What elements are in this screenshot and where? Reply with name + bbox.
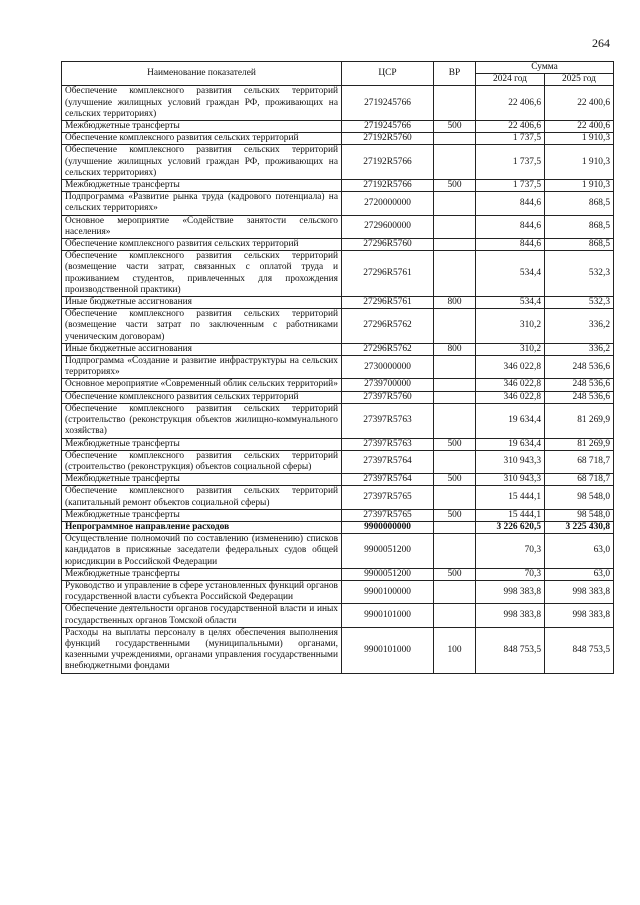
row-code: 2719245766 — [342, 121, 434, 133]
row-amount-2024: 848 753,5 — [476, 627, 545, 673]
row-name: Основное мероприятие «Содействие занятости сельского населения» — [62, 215, 342, 238]
row-name: Межбюджетные трансферты — [62, 438, 342, 450]
row-vr — [434, 251, 476, 297]
row-name: Основное мероприятие «Современный облик сельских территорий» — [62, 379, 342, 391]
row-name: Межбюджетные трансферты — [62, 474, 342, 486]
table-row — [62, 509, 614, 521]
row-amount-2024: 310 943,3 — [476, 450, 545, 473]
row-vr: 800 — [434, 343, 476, 355]
row-code: 2730000000 — [342, 356, 434, 379]
row-vr — [434, 86, 476, 121]
row-amount-2025: 848 753,5 — [545, 627, 614, 673]
table-row — [62, 239, 614, 251]
row-vr — [434, 604, 476, 627]
table-row — [62, 627, 614, 673]
row-amount-2024: 22 406,6 — [476, 86, 545, 121]
row-amount-2025: 22 400,6 — [545, 86, 614, 121]
table-row — [62, 251, 614, 297]
row-amount-2024: 310,2 — [476, 309, 545, 344]
row-code: 2719245766 — [342, 86, 434, 121]
table-row — [62, 309, 614, 344]
row-amount-2024: 346 022,8 — [476, 356, 545, 379]
row-amount-2025: 248 536,6 — [545, 356, 614, 379]
row-amount-2025: 81 269,9 — [545, 438, 614, 450]
row-name: Межбюджетные трансферты — [62, 180, 342, 192]
row-name: Межбюджетные трансферты — [62, 121, 342, 133]
budget-table — [61, 61, 614, 674]
row-vr — [434, 145, 476, 180]
row-name: Непрограммное направление расходов — [62, 521, 342, 533]
row-code: 27296R5761 — [342, 297, 434, 309]
table-row — [62, 133, 614, 145]
row-amount-2025: 68 718,7 — [545, 474, 614, 486]
row-amount-2024: 15 444,1 — [476, 486, 545, 509]
row-name: Обеспечение комплексного развития сельских территорий (улучшение жилищных условий граждан РФ, проживающих на сельских территориях) — [62, 86, 342, 121]
row-amount-2025: 3 225 430,8 — [545, 521, 614, 533]
row-vr: 100 — [434, 627, 476, 673]
row-amount-2024: 998 383,8 — [476, 604, 545, 627]
row-code: 9900101000 — [342, 627, 434, 673]
row-name: Обеспечение комплексного развития сельских территорий (возмещение части затрат по заключенным с работниками ученическим договорам) — [62, 309, 342, 344]
row-code: 9900000000 — [342, 521, 434, 533]
row-code: 27192R5760 — [342, 133, 434, 145]
row-name: Иные бюджетные ассигнования — [62, 297, 342, 309]
row-amount-2025: 868,5 — [545, 239, 614, 251]
row-code: 27397R5763 — [342, 438, 434, 450]
row-code: 2729600000 — [342, 215, 434, 238]
table-body — [62, 86, 614, 673]
table-row — [62, 450, 614, 473]
row-code: 9900101000 — [342, 604, 434, 627]
row-vr: 500 — [434, 438, 476, 450]
row-name: Обеспечение комплексного развития сельских территорий — [62, 239, 342, 251]
row-name: Расходы на выплаты персоналу в целях обеспечения выполнения функций государственными (муниципальными) органами, казенными учреждениями, органами управления государственными внебюджетными фондами — [62, 627, 342, 673]
row-amount-2025: 868,5 — [545, 215, 614, 238]
row-name: Обеспечение комплексного развития сельских территорий (строительство (реконструкция) объектов социальной сферы) — [62, 450, 342, 473]
header-sum: Сумма — [476, 62, 614, 74]
row-vr: 500 — [434, 180, 476, 192]
row-name: Подпрограмма «Развитие рынка труда (кадрового потенциала) на сельских территориях» — [62, 192, 342, 215]
row-amount-2024: 844,6 — [476, 215, 545, 238]
row-vr: 500 — [434, 509, 476, 521]
row-code: 9900100000 — [342, 580, 434, 603]
row-name: Обеспечение комплексного развития сельских территорий — [62, 391, 342, 403]
row-vr — [434, 391, 476, 403]
header-year-2024: 2024 год — [476, 74, 545, 86]
row-vr: 500 — [434, 568, 476, 580]
table-row — [62, 391, 614, 403]
row-vr — [434, 580, 476, 603]
table-row — [62, 604, 614, 627]
table-row — [62, 356, 614, 379]
row-amount-2024: 70,3 — [476, 534, 545, 569]
row-amount-2024: 346 022,8 — [476, 379, 545, 391]
row-amount-2024: 998 383,8 — [476, 580, 545, 603]
row-amount-2024: 19 634,4 — [476, 403, 545, 438]
row-code: 2739700000 — [342, 379, 434, 391]
row-amount-2024: 1 737,5 — [476, 145, 545, 180]
row-code: 27192R5766 — [342, 145, 434, 180]
row-vr — [434, 379, 476, 391]
row-amount-2025: 1 910,3 — [545, 133, 614, 145]
table-row — [62, 568, 614, 580]
row-vr — [434, 403, 476, 438]
row-code: 27296R5762 — [342, 309, 434, 344]
row-name: Межбюджетные трансферты — [62, 568, 342, 580]
row-code: 27192R5766 — [342, 180, 434, 192]
row-name: Обеспечение комплексного развития сельских территорий (улучшение жилищных условий граждан РФ, проживающих на сельских территориях) — [62, 145, 342, 180]
row-vr: 500 — [434, 121, 476, 133]
row-amount-2024: 844,6 — [476, 239, 545, 251]
row-vr — [434, 309, 476, 344]
row-code: 27296R5760 — [342, 239, 434, 251]
row-name: Подпрограмма «Создание и развитие инфраструктуры на сельских территориях» — [62, 356, 342, 379]
row-vr — [434, 133, 476, 145]
row-code: 9900051200 — [342, 568, 434, 580]
header-code: ЦСР — [342, 62, 434, 86]
row-amount-2025: 336,2 — [545, 309, 614, 344]
row-amount-2025: 998 383,8 — [545, 580, 614, 603]
row-vr — [434, 215, 476, 238]
row-code: 27397R5764 — [342, 450, 434, 473]
table-row — [62, 403, 614, 438]
row-vr — [434, 356, 476, 379]
row-vr — [434, 450, 476, 473]
table-row — [62, 86, 614, 121]
row-amount-2025: 248 536,6 — [545, 379, 614, 391]
row-amount-2025: 1 910,3 — [545, 180, 614, 192]
table-row — [62, 192, 614, 215]
row-amount-2025: 998 383,8 — [545, 604, 614, 627]
table-row — [62, 343, 614, 355]
row-vr — [434, 521, 476, 533]
row-amount-2025: 868,5 — [545, 192, 614, 215]
row-vr: 800 — [434, 297, 476, 309]
row-name: Обеспечение комплексного развития сельских территорий (возмещение части затрат, связанных с оплатой труда и проживанием студентов, привлеченных для прохождения производственной практики) — [62, 251, 342, 297]
row-amount-2024: 1 737,5 — [476, 180, 545, 192]
row-name: Обеспечение комплексного развития сельских территорий (строительство (реконструкция объектов жилищно-коммунального хозяйства) — [62, 403, 342, 438]
row-vr — [434, 239, 476, 251]
row-amount-2025: 81 269,9 — [545, 403, 614, 438]
row-amount-2024: 844,6 — [476, 192, 545, 215]
row-amount-2025: 22 400,6 — [545, 121, 614, 133]
row-amount-2024: 3 226 620,5 — [476, 521, 545, 533]
row-code: 27397R5760 — [342, 391, 434, 403]
row-amount-2024: 310 943,3 — [476, 474, 545, 486]
row-amount-2025: 1 910,3 — [545, 145, 614, 180]
row-code: 9900051200 — [342, 534, 434, 569]
row-amount-2025: 68 718,7 — [545, 450, 614, 473]
table-row — [62, 521, 614, 533]
row-name: Обеспечение комплексного развития сельских территорий (капитальный ремонт объектов социальной сферы) — [62, 486, 342, 509]
table-row — [62, 474, 614, 486]
row-amount-2024: 70,3 — [476, 568, 545, 580]
header-year-2025: 2025 год — [545, 74, 614, 86]
row-vr — [434, 534, 476, 569]
row-code: 2720000000 — [342, 192, 434, 215]
row-amount-2025: 532,3 — [545, 297, 614, 309]
row-amount-2025: 532,3 — [545, 251, 614, 297]
row-amount-2024: 22 406,6 — [476, 121, 545, 133]
table-row — [62, 580, 614, 603]
row-name: Обеспечение деятельности органов государственной власти и иных государственных органов Томской области — [62, 604, 342, 627]
row-vr — [434, 486, 476, 509]
row-vr: 500 — [434, 474, 476, 486]
row-code: 27397R5765 — [342, 486, 434, 509]
row-amount-2024: 310,2 — [476, 343, 545, 355]
row-amount-2024: 1 737,5 — [476, 133, 545, 145]
table-header — [62, 62, 614, 86]
table-row — [62, 121, 614, 133]
row-name: Иные бюджетные ассигнования — [62, 343, 342, 355]
row-amount-2025: 336,2 — [545, 343, 614, 355]
row-amount-2024: 346 022,8 — [476, 391, 545, 403]
row-amount-2025: 63,0 — [545, 534, 614, 569]
page-number: 264 — [592, 36, 610, 50]
row-amount-2025: 98 548,0 — [545, 509, 614, 521]
table-row — [62, 379, 614, 391]
row-name: Руководство и управление в сфере установленных функций органов государственной власти субъекта Российской Федерации — [62, 580, 342, 603]
row-amount-2025: 63,0 — [545, 568, 614, 580]
row-amount-2024: 19 634,4 — [476, 438, 545, 450]
table-row — [62, 534, 614, 569]
table-row — [62, 145, 614, 180]
row-name: Межбюджетные трансферты — [62, 509, 342, 521]
row-code: 27397R5765 — [342, 509, 434, 521]
row-code: 27296R5762 — [342, 343, 434, 355]
row-code: 27296R5761 — [342, 251, 434, 297]
row-name: Осуществление полномочий по составлению (изменению) списков кандидатов в присяжные заседатели федеральных судов общей юрисдикции в Российской Федерации — [62, 534, 342, 569]
row-vr — [434, 192, 476, 215]
row-code: 27397R5763 — [342, 403, 434, 438]
header-name: Наименование показателей — [62, 62, 342, 86]
row-amount-2024: 534,4 — [476, 297, 545, 309]
row-amount-2025: 98 548,0 — [545, 486, 614, 509]
table-row — [62, 180, 614, 192]
table-row — [62, 438, 614, 450]
header-vr: ВР — [434, 62, 476, 86]
row-amount-2025: 248 536,6 — [545, 391, 614, 403]
row-amount-2024: 15 444,1 — [476, 509, 545, 521]
row-name: Обеспечение комплексного развития сельских территорий — [62, 133, 342, 145]
row-amount-2024: 534,4 — [476, 251, 545, 297]
table-row — [62, 215, 614, 238]
table-row — [62, 486, 614, 509]
table-row — [62, 297, 614, 309]
row-code: 27397R5764 — [342, 474, 434, 486]
